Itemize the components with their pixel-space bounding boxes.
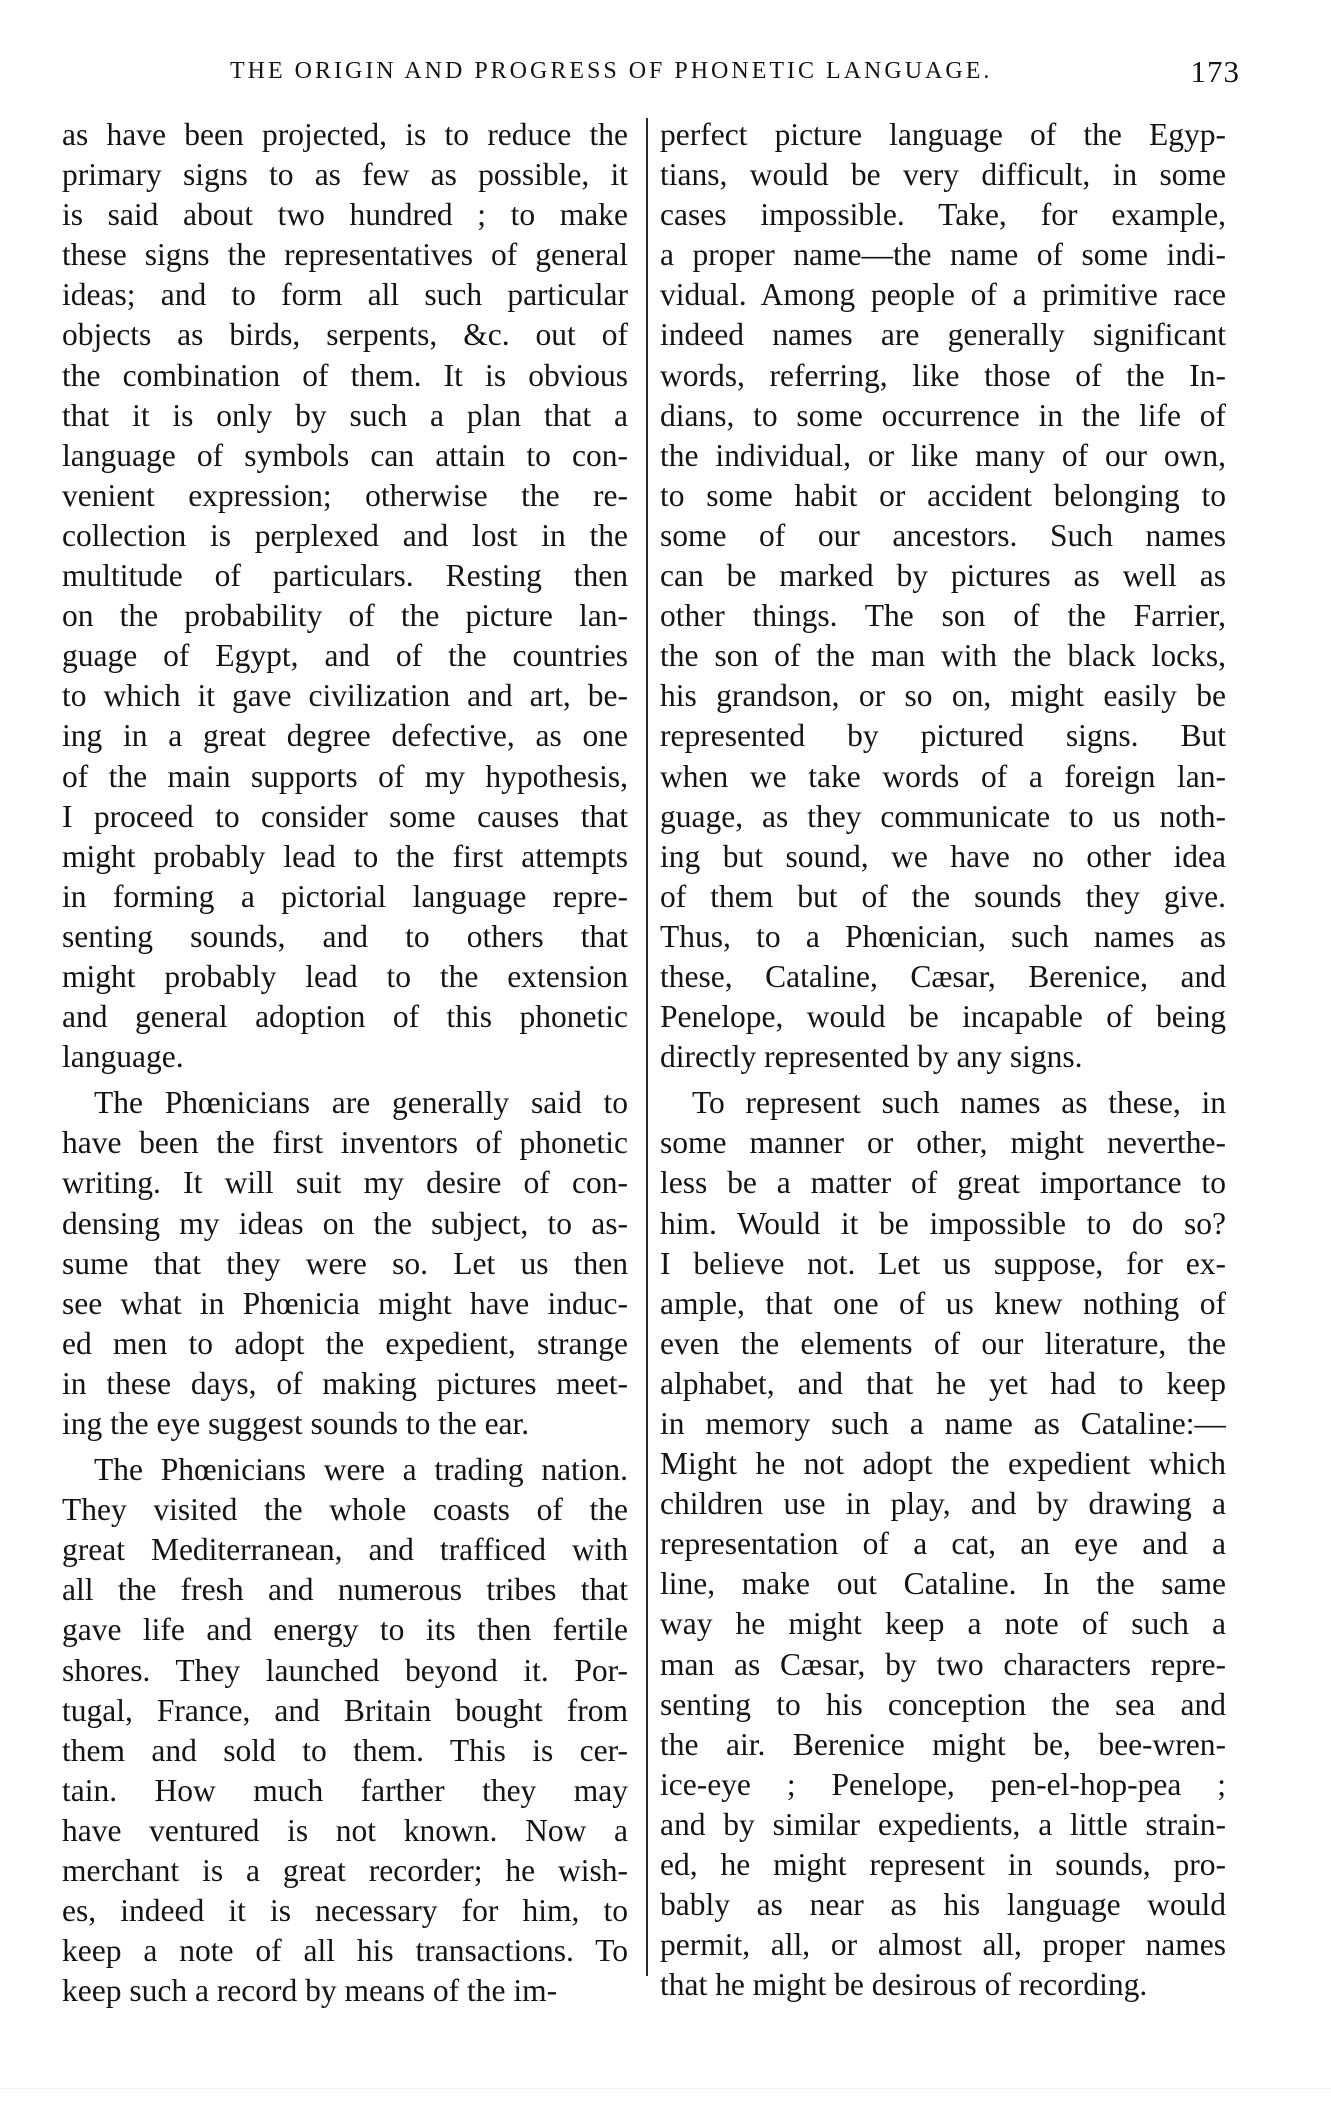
text-line: senting to his conception the sea and xyxy=(660,1686,1226,1722)
text-line: some of our ancestors. Such names xyxy=(660,517,1226,553)
text-line: objects as birds, serpents, &c. out of xyxy=(62,317,628,353)
text-line: other things. The son of the Farrier, xyxy=(660,598,1226,634)
text-line: these signs the representatives of general xyxy=(62,237,628,273)
text-line: multitude of particulars. Resting then xyxy=(62,558,628,594)
text-line: densing my ideas on the subject, to as- xyxy=(62,1205,628,1241)
text-line: line, make out Cataline. In the same xyxy=(660,1566,1226,1602)
text-line: that it is only by such a plan that a xyxy=(62,397,628,433)
text-line: see what in Phœnicia might have induc- xyxy=(62,1285,628,1321)
text-line: es, indeed it is necessary for him, to xyxy=(62,1893,628,1929)
text-line: in memory such a name as Cataline:— xyxy=(660,1406,1226,1441)
text-line: the air. Berenice might be, bee-wren- xyxy=(660,1726,1226,1762)
text-line: that he might be desirous of recording. xyxy=(660,1967,1148,2003)
text-line: a proper name—the name of some indi- xyxy=(660,237,1226,273)
left-column xyxy=(62,115,628,2009)
text-line: children use in play, and by drawing a xyxy=(660,1486,1226,1522)
text-line: writing. It will suit my desire of con- xyxy=(62,1165,628,1201)
text-line: him. Would it be impossible to do so? xyxy=(660,1205,1226,1241)
text-line: man as Cæsar, by two characters repre- xyxy=(660,1646,1226,1682)
text-line: of them but of the sounds they give. xyxy=(660,878,1226,914)
text-line: They visited the whole coasts of the xyxy=(62,1492,628,1528)
text-line: can be marked by pictures as well as xyxy=(660,558,1226,594)
text-line: vidual. Among people of a primitive race xyxy=(660,277,1226,313)
text-line: collection is perplexed and lost in the xyxy=(62,517,628,553)
text-line: I believe not. Let us suppose, for ex- xyxy=(660,1245,1226,1281)
text-line: way he might keep a note of such a xyxy=(660,1606,1226,1642)
text-line: his grandson, or so on, might easily be xyxy=(660,678,1226,714)
text-line: ideas; and to form all such particular xyxy=(62,277,628,313)
text-line: ing but sound, we have no other idea xyxy=(660,838,1226,874)
text-line: bably as near as his language would xyxy=(660,1887,1226,1923)
text-line: shores. They launched beyond it. Por- xyxy=(62,1652,628,1688)
text-line: have been the first inventors of phonetic xyxy=(62,1125,628,1161)
right-column xyxy=(660,115,1226,2003)
text-line: language of symbols can attain to con- xyxy=(62,437,628,473)
text-line: Penelope, would be incapable of being xyxy=(660,999,1226,1035)
text-line: permit, all, or almost all, proper names xyxy=(660,1927,1226,1963)
text-line: alphabet, and that he yet had to keep xyxy=(660,1365,1226,1401)
text-line: on the probability of the picture lan- xyxy=(62,598,628,634)
text-line: ing in a great degree defective, as one xyxy=(62,718,628,754)
text-line: ed men to adopt the expedient, strange xyxy=(62,1325,628,1361)
text-line: these, Cataline, Cæsar, Berenice, and xyxy=(660,958,1226,994)
text-line: The Phœnicians were a trading nation. xyxy=(94,1452,628,1488)
text-line: in forming a pictorial language repre- xyxy=(62,878,628,914)
text-line: ed, he might represent in sounds, pro- xyxy=(660,1847,1226,1883)
text-line: to which it gave civilization and art, be- xyxy=(62,678,628,714)
text-line: ing the eye suggest sounds to the ear. xyxy=(62,1406,530,1441)
text-line: and by similar expedients, a little strain- xyxy=(660,1806,1226,1842)
text-line: as have been projected, is to reduce the xyxy=(62,117,628,152)
text-line: cases impossible. Take, for example, xyxy=(660,197,1226,233)
text-line: indeed names are generally significant xyxy=(660,317,1226,353)
text-line: to some habit or accident belonging to xyxy=(660,477,1226,513)
page-edge xyxy=(0,2088,1331,2089)
text-line: ice-eye ; Penelope, pen-el-hop-pea ; xyxy=(660,1766,1226,1802)
text-line: merchant is a great recorder; he wish- xyxy=(62,1853,628,1889)
text-line: less be a matter of great importance to xyxy=(660,1165,1226,1201)
text-line: tain. How much farther they may xyxy=(62,1772,628,1808)
text-line: ample, that one of us knew nothing of xyxy=(660,1285,1226,1321)
text-line: primary signs to as few as possible, it xyxy=(62,157,628,193)
text-line: represented by pictured signs. But xyxy=(660,718,1226,754)
text-line: the individual, or like many of our own, xyxy=(660,437,1226,473)
text-line: them and sold to them. This is cer- xyxy=(62,1732,628,1768)
text-line: guage of Egypt, and of the countries xyxy=(62,638,628,674)
text-line: senting sounds, and to others that xyxy=(62,918,628,954)
text-line: words, referring, like those of the In- xyxy=(660,357,1226,393)
text-line: the son of the man with the black locks, xyxy=(660,638,1226,674)
text-line: guage, as they communicate to us noth- xyxy=(660,798,1226,834)
text-line: the combination of them. It is obvious xyxy=(62,357,628,393)
text-line: Might he not adopt the expedient which xyxy=(660,1446,1226,1482)
text-line: when we take words of a foreign lan- xyxy=(660,758,1226,794)
text-line: tugal, France, and Britain bought from xyxy=(62,1692,628,1728)
text-line: all the fresh and numerous tribes that xyxy=(62,1572,628,1608)
text-line: venient expression; otherwise the re- xyxy=(62,477,628,513)
running-title: THE ORIGIN AND PROGRESS OF PHONETIC LANGUAGE. xyxy=(230,58,993,84)
text-line: some manner or other, might neverthe- xyxy=(660,1125,1226,1161)
text-line: and general adoption of this phonetic xyxy=(62,999,628,1035)
text-line: language. xyxy=(62,1039,184,1075)
text-line: sume that they were so. Let us then xyxy=(62,1245,628,1281)
text-line: keep such a record by means of the im- xyxy=(62,1973,558,2009)
text-line: representation of a cat, an eye and a xyxy=(660,1526,1226,1562)
text-line: perfect picture language of the Egyp- xyxy=(660,117,1226,152)
text-line: I proceed to consider some causes that xyxy=(62,798,628,834)
page-header xyxy=(60,54,1240,102)
text-line: might probably lead to the extension xyxy=(62,958,628,994)
text-line: of the main supports of my hypothesis, xyxy=(62,758,628,794)
text-line: Thus, to a Phœnician, such names as xyxy=(660,918,1226,954)
column-divider xyxy=(646,118,648,1976)
page-number: 173 xyxy=(1190,54,1240,89)
text-line: in these days, of making pictures meet- xyxy=(62,1365,628,1401)
text-line: tians, would be very difficult, in some xyxy=(660,157,1226,193)
text-line: might probably lead to the first attempts xyxy=(62,838,628,874)
text-line: keep a note of all his transactions. To xyxy=(62,1933,628,1969)
text-line: dians, to some occurrence in the life of xyxy=(660,397,1226,433)
text-line: is said about two hundred ; to make xyxy=(62,197,628,233)
text-line: directly represented by any signs. xyxy=(660,1039,1083,1075)
text-line: To represent such names as these, in xyxy=(692,1085,1226,1121)
text-line: great Mediterranean, and trafficed with xyxy=(62,1532,628,1568)
text-line: gave life and energy to its then fertile xyxy=(62,1612,628,1648)
text-line: even the elements of our literature, the xyxy=(660,1325,1226,1361)
text-line: The Phœnicians are generally said to xyxy=(94,1085,628,1121)
text-line: have ventured is not known. Now a xyxy=(62,1812,628,1848)
